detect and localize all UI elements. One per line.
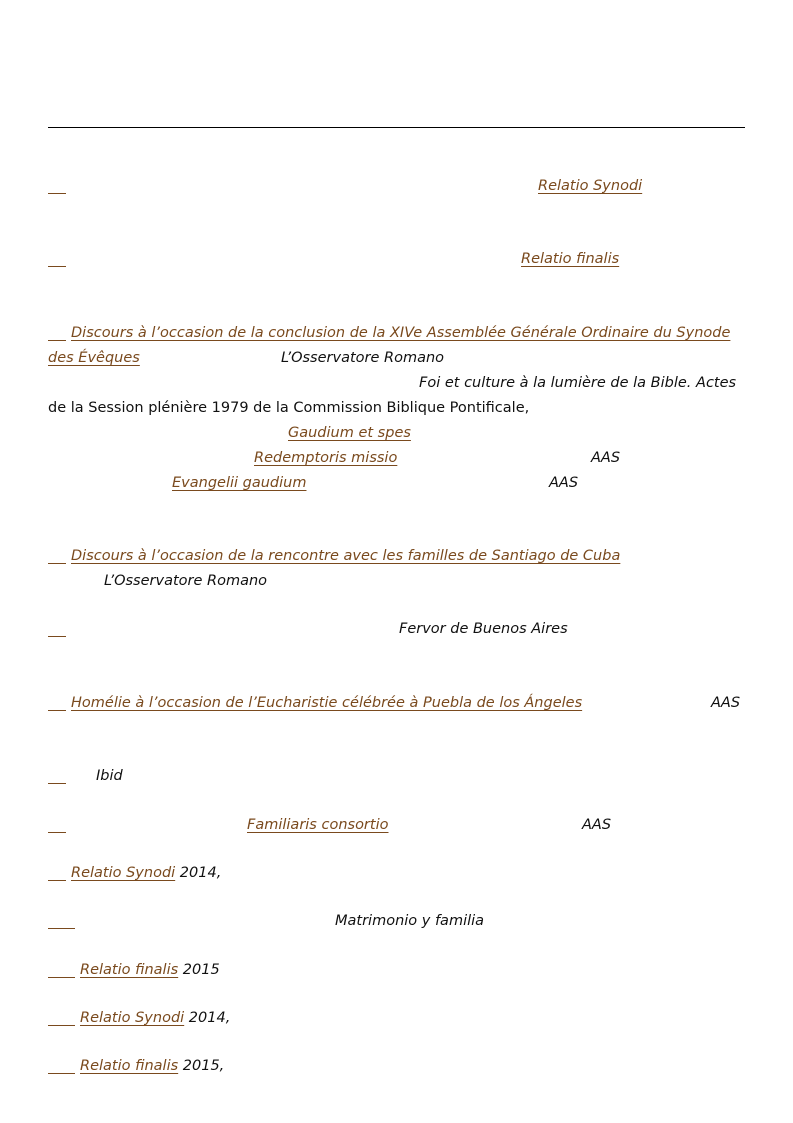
footnote-7-marker-link[interactable] — [48, 783, 66, 784]
footnote-1-title-link[interactable]: Relatio Synodi — [538, 178, 643, 194]
footnote-5-title: Fervor de Buenos Aires — [399, 621, 568, 637]
footnote-3-book-title-line1: Foi et culture à la lumière de la Bible. Actes — [419, 375, 737, 391]
footnote-4-journal: L’Osservatore Romano — [104, 573, 268, 589]
footnote-9-text — [71, 863, 221, 883]
footnote-11-relatio-finalis-link[interactable]: Relatio finalis — [80, 962, 179, 978]
footnote-3-book-title-line2: de la Session plénière 1979 de la Commission Biblique Pontificale, — [48, 400, 530, 416]
footnote-13-relatio-finalis-link[interactable]: Relatio finalis — [80, 1058, 179, 1074]
footnote-12-text — [80, 1008, 230, 1028]
footnote-5-marker-link[interactable] — [48, 636, 66, 637]
footnote-6-title-link[interactable]: Homélie à l’occasion de l’Eucharistie célébrée à Puebla de los Ángeles — [71, 695, 583, 711]
footnote-9-relatio-synodi-link[interactable]: Relatio Synodi — [71, 865, 176, 881]
footnote-3-redemptoris-missio-link[interactable]: Redemptoris missio — [254, 450, 398, 466]
footnote-3-gaudium-et-spes-link[interactable]: Gaudium et spes — [288, 425, 411, 441]
footnote-2-marker-link[interactable] — [48, 266, 66, 267]
footnote-8-familiaris-consortio-link[interactable]: Familiaris consortio — [247, 817, 389, 833]
footnote-12-relatio-synodi-link[interactable]: Relatio Synodi — [80, 1010, 185, 1026]
footnote-12-marker-link[interactable] — [48, 1025, 75, 1026]
footnote-3-title-link-line1[interactable]: Discours à l’occasion de la conclusion de la XIVe Assemblée Générale Ordinaire du Synode — [71, 325, 731, 341]
footnote-12-year: 2014, — [184, 1010, 231, 1026]
footnote-10-title: Matrimonio y familia — [335, 913, 485, 929]
footnote-3-marker-link[interactable] — [48, 340, 66, 341]
footnote-3-title-link-line2[interactable]: des Évêques — [48, 350, 140, 366]
footnote-2-title-link[interactable]: Relatio finalis — [521, 251, 620, 267]
footnote-4-title-link[interactable]: Discours à l’occasion de la rencontre avec les familles de Santiago de Cuba — [71, 548, 621, 564]
footnote-separator — [48, 127, 745, 128]
footnote-4-marker-link[interactable] — [48, 563, 66, 564]
footnote-3-journal: L’Osservatore Romano — [281, 350, 445, 366]
footnote-11-marker-link[interactable] — [48, 977, 75, 978]
footnote-3-evangelii-gaudium-link[interactable]: Evangelii gaudium — [172, 475, 307, 491]
footnote-3-aas-2: AAS — [549, 475, 579, 491]
footnote-7-ibid: Ibid — [96, 768, 123, 784]
footnote-6-aas: AAS — [711, 695, 741, 711]
footnote-3-aas-1: AAS — [591, 450, 621, 466]
footnote-13-text — [80, 1056, 224, 1076]
footnote-11-text — [80, 960, 220, 980]
footnote-6-marker-link[interactable] — [48, 710, 66, 711]
footnote-11-year: 2015 — [178, 962, 220, 978]
footnote-13-marker-link[interactable] — [48, 1073, 75, 1074]
footnote-8-aas: AAS — [582, 817, 612, 833]
footnote-8-marker-link[interactable] — [48, 832, 66, 833]
footnote-9-marker-link[interactable] — [48, 880, 66, 881]
footnote-13-year: 2015, — [178, 1058, 225, 1074]
footnote-9-year: 2014, — [175, 865, 222, 881]
footnote-1-marker-link[interactable] — [48, 193, 66, 194]
footnote-10-marker-link[interactable] — [48, 928, 75, 929]
